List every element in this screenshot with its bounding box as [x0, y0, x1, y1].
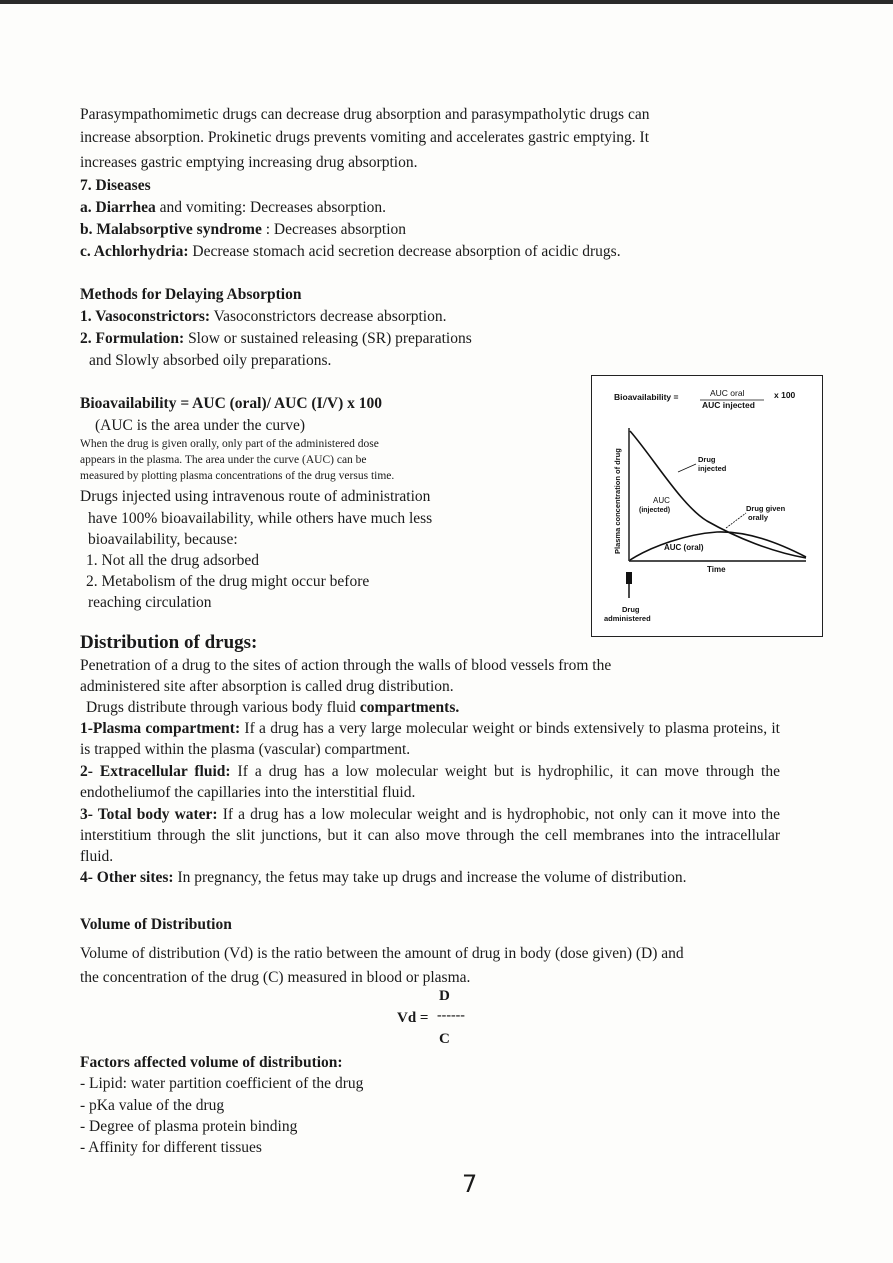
delay-item-1: 1. Vasoconstrictors: Vasoconstrictors decrease absorption.	[80, 308, 447, 325]
bio-para-2: have 100% bioavailability, while others have much less	[88, 510, 433, 527]
fig-num: AUC oral	[710, 388, 745, 398]
volume-line-1: Volume of distribution (Vd) is the ratio between the amount of drug in body (dose given) (D) and	[80, 945, 684, 962]
diseases-heading: 7. Diseases	[80, 177, 151, 194]
bio-small-3: measured by plotting plasma concentrations of the drug versus time.	[80, 470, 395, 482]
fig-den: AUC injected	[702, 400, 755, 410]
label-auc-injected-1: AUC	[653, 496, 670, 505]
bio-small-2: appears in the plasma. The area under the curve (AUC) can be	[80, 454, 367, 466]
intro-line-2: increase absorption. Prokinetic drugs prevents vomiting and accelerates gastric emptying. It	[80, 129, 650, 146]
disease-b: b. Malabsorptive syndrome : Decreases absorption	[80, 221, 407, 238]
distribution-line-2: administered site after absorption is called drug distribution.	[80, 678, 454, 695]
intro-line-1: Parasympathomimetic drugs can decrease drug absorption and parasympatholytic drugs can	[80, 106, 650, 123]
bio-reason-2: 2. Metabolism of the drug might occur before	[86, 573, 370, 590]
factor-3: - Degree of plasma protein binding	[80, 1118, 298, 1135]
factor-4: - Affinity for different tissues	[80, 1139, 262, 1156]
oral-pointer	[726, 513, 746, 528]
label-drug-injected-1: Drug	[698, 455, 716, 464]
bio-small-1: When the drug is given orally, only part of the administered dose	[80, 438, 379, 450]
injected-curve	[630, 431, 806, 558]
label-auc-injected-2: (injected)	[639, 507, 671, 514]
bio-reason-1: 1. Not all the drug adsorbed	[86, 552, 260, 569]
label-administered-1: Drug	[622, 605, 640, 614]
bio-para-3: bioavailability, because:	[88, 531, 238, 548]
delay-item-2-cont: and Slowly absorbed oily preparations.	[89, 352, 332, 369]
factor-1: - Lipid: water partition coefficient of the drug	[80, 1075, 364, 1092]
volume-line-2: the concentration of the drug (C) measured in blood or plasma.	[80, 969, 471, 986]
equation-lhs: Vd =	[397, 1010, 429, 1026]
bio-para-1: Drugs injected using intravenous route of administration	[80, 488, 431, 505]
equation-numerator: D	[439, 988, 450, 1004]
label-drug-oral-2: orally	[748, 513, 769, 522]
intro-line-3: increases gastric emptying increasing drug absorption.	[80, 154, 418, 171]
disease-c: c. Achlorhydria: Decrease stomach acid secretion decrease absorption of acidic drugs.	[80, 243, 621, 260]
label-administered-2: administered	[604, 614, 651, 623]
label-drug-oral-1: Drug given	[746, 504, 786, 513]
bio-reason-3: reaching circulation	[88, 594, 212, 611]
factor-2: - pKa value of the drug	[80, 1097, 225, 1114]
factors-heading: Factors affected volume of distribution:	[80, 1054, 343, 1071]
x-axis-label: Time	[707, 565, 726, 574]
page-number: 7	[462, 1170, 478, 1198]
distribution-line-3: Drugs distribute through various body fluid compartments.	[86, 699, 460, 716]
volume-heading: Volume of Distribution	[80, 916, 232, 933]
distribution-item-1: 1-Plasma compartment: If a drug has a very large molecular weight or binds extensively to plasma proteins, it is trapped within the plasma (vascular) compartment.	[80, 720, 780, 758]
bioavailability-formula: Bioavailability = AUC (oral)/ AUC (I/V) x 100	[80, 395, 383, 412]
fig-title: Bioavailability =	[614, 392, 679, 402]
auc-definition: (AUC is the area under the curve)	[95, 417, 306, 434]
delay-heading: Methods for Delaying Absorption	[80, 286, 302, 303]
distribution-line-1: Penetration of a drug to the sites of action through the walls of blood vessels from the	[80, 657, 612, 674]
equation-fraction-line: ------	[437, 1008, 465, 1023]
y-axis-label: Plasma concentration of drug	[613, 448, 622, 554]
fig-mult: x 100	[774, 390, 796, 400]
label-drug-injected-2: injected	[698, 464, 727, 473]
syringe-icon	[626, 572, 632, 584]
distribution-item-3: 3- Total body water: If a drug has a low molecular weight and is hydrophobic, not only can it move into the interstitium through the slit junctions, but it can also move through the cell membranes into the intracellular fluid.	[80, 806, 780, 865]
distribution-item-4: 4- Other sites: In pregnancy, the fetus may take up drugs and increase the volume of distribution.	[80, 869, 687, 886]
distribution-heading: Distribution of drugs:	[80, 632, 258, 653]
distribution-item-2: 2- Extracellular fluid: If a drug has a low molecular weight but is hydrophilic, it can move through the endotheliumof the capillaries into the interstitial fluid.	[80, 763, 780, 801]
delay-item-2: 2. Formulation: Slow or sustained releasing (SR) preparations	[80, 330, 472, 347]
top-border	[0, 0, 893, 4]
bioavailability-figure	[591, 375, 823, 637]
injected-pointer	[678, 464, 696, 472]
equation-denominator: C	[439, 1031, 450, 1047]
label-auc-oral: AUC (oral)	[664, 543, 704, 552]
oral-curve	[630, 532, 806, 560]
disease-a: a. Diarrhea and vomiting: Decreases absorption.	[80, 199, 387, 216]
